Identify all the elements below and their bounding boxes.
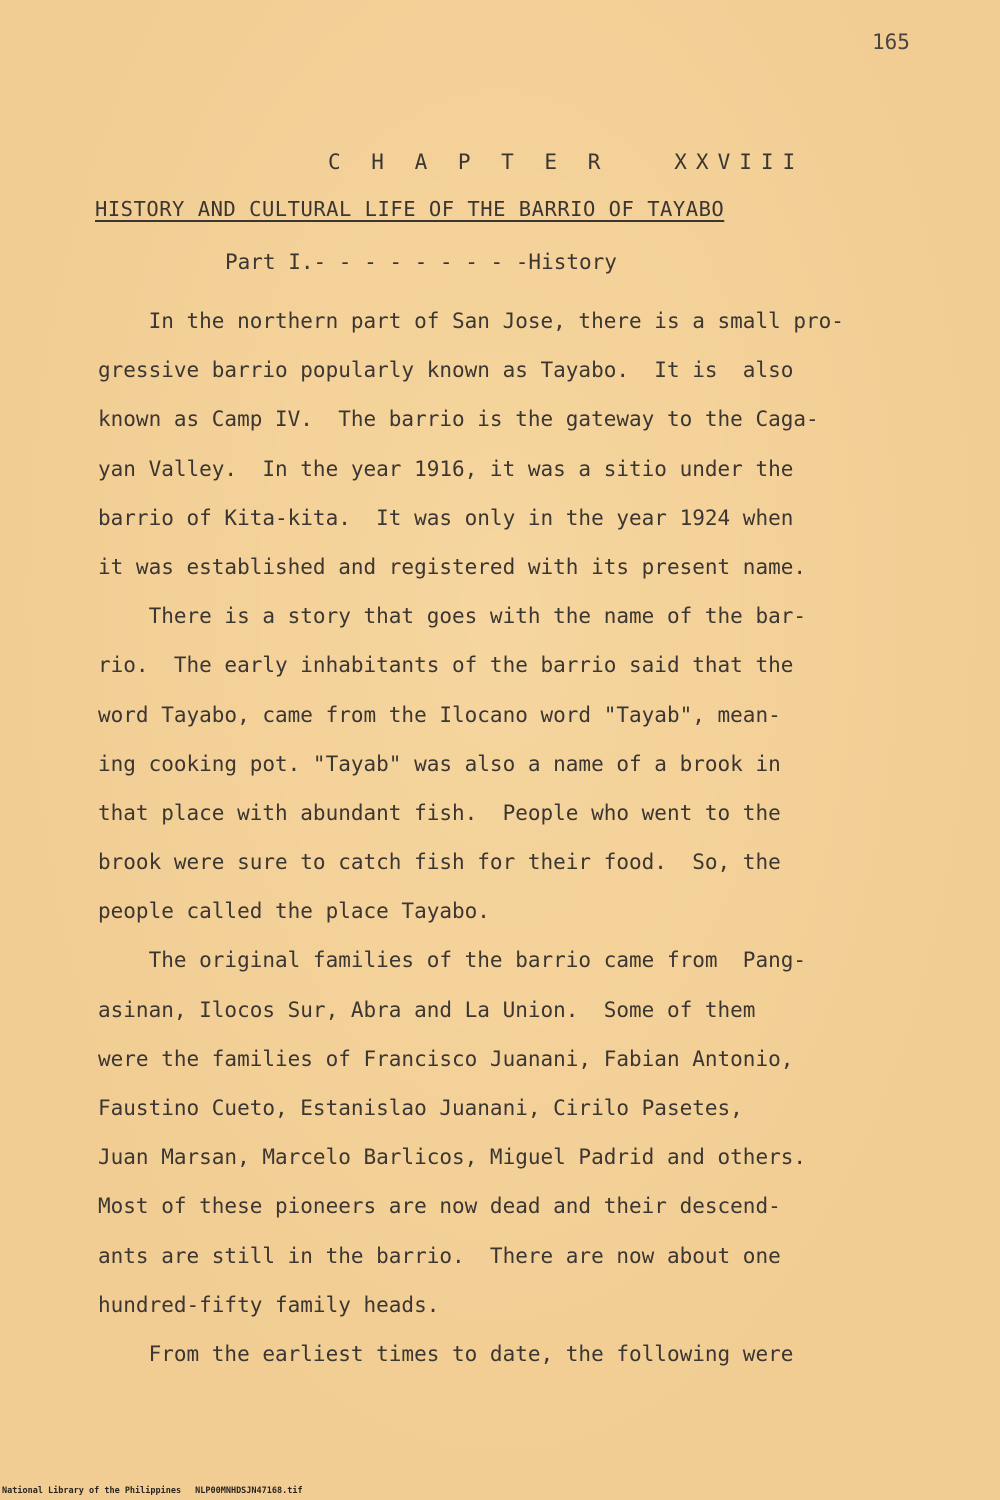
body-text <box>98 297 938 1379</box>
text-line: The original families of the barrio came from Pang- <box>98 948 807 973</box>
footer-source: National Library of the Philippines <box>2 1486 182 1496</box>
page-number: 165 <box>872 30 910 54</box>
text-line: rio. The early inhabitants of the barrio said that the <box>98 653 794 678</box>
text-line: From the earliest times to date, the following were <box>98 1341 794 1366</box>
text-line: that place with abundant fish. People who went to the <box>98 800 781 825</box>
text-line: Faustino Cueto, Estanislao Juanani, Cirilo Pasetes, <box>98 1096 743 1120</box>
text-line: ing cooking pot. "Tayab" was also a name of a brook in <box>98 751 781 776</box>
chapter-title: C H A P T E R XXVIII <box>328 150 805 174</box>
text-line: brook were sure to catch fish for their food. So, the <box>98 850 781 875</box>
text-line: There is a story that goes with the name of the bar- <box>98 604 807 629</box>
text-line: barrio of Kita-kita. It was only in the year 1924 when <box>98 505 794 530</box>
text-line: ants are still in the barrio. There are now about one <box>98 1243 781 1268</box>
text-line: asinan, Ilocos Sur, Abra and La Union. Some of them <box>98 997 756 1022</box>
text-line: Juan Marsan, Marcelo Barlicos, Miguel Padrid and others. <box>98 1145 807 1170</box>
text-line: word Tayabo, came from the Ilocano word "Tayab", mean- <box>98 702 781 727</box>
section-heading: HISTORY AND CULTURAL LIFE OF THE BARRIO OF TAYABO <box>95 197 725 221</box>
text-line: hundred-fifty family heads. <box>98 1292 440 1317</box>
text-line: In the northern part of San Jose, there is a small pro- <box>98 309 844 333</box>
scan-footer <box>2 1486 317 1496</box>
footer-filename: NLP00MNHDSJN47168.tif <box>195 1486 303 1496</box>
text-line: gressive barrio popularly known as Tayabo. It is also <box>98 358 794 383</box>
text-line: yan Valley. In the year 1916, it was a sitio under the <box>98 456 794 481</box>
text-line: known as Camp IV. The barrio is the gateway to the Caga- <box>98 407 819 432</box>
part-heading: Part I.- - - - - - - - -History <box>225 250 617 274</box>
text-line: people called the place Tayabo. <box>98 899 490 924</box>
text-line: it was established and registered with its present name. <box>98 554 807 579</box>
text-line: were the families of Francisco Juanani, Fabian Antonio, <box>98 1046 794 1071</box>
text-line: Most of these pioneers are now dead and their descend- <box>98 1194 781 1219</box>
